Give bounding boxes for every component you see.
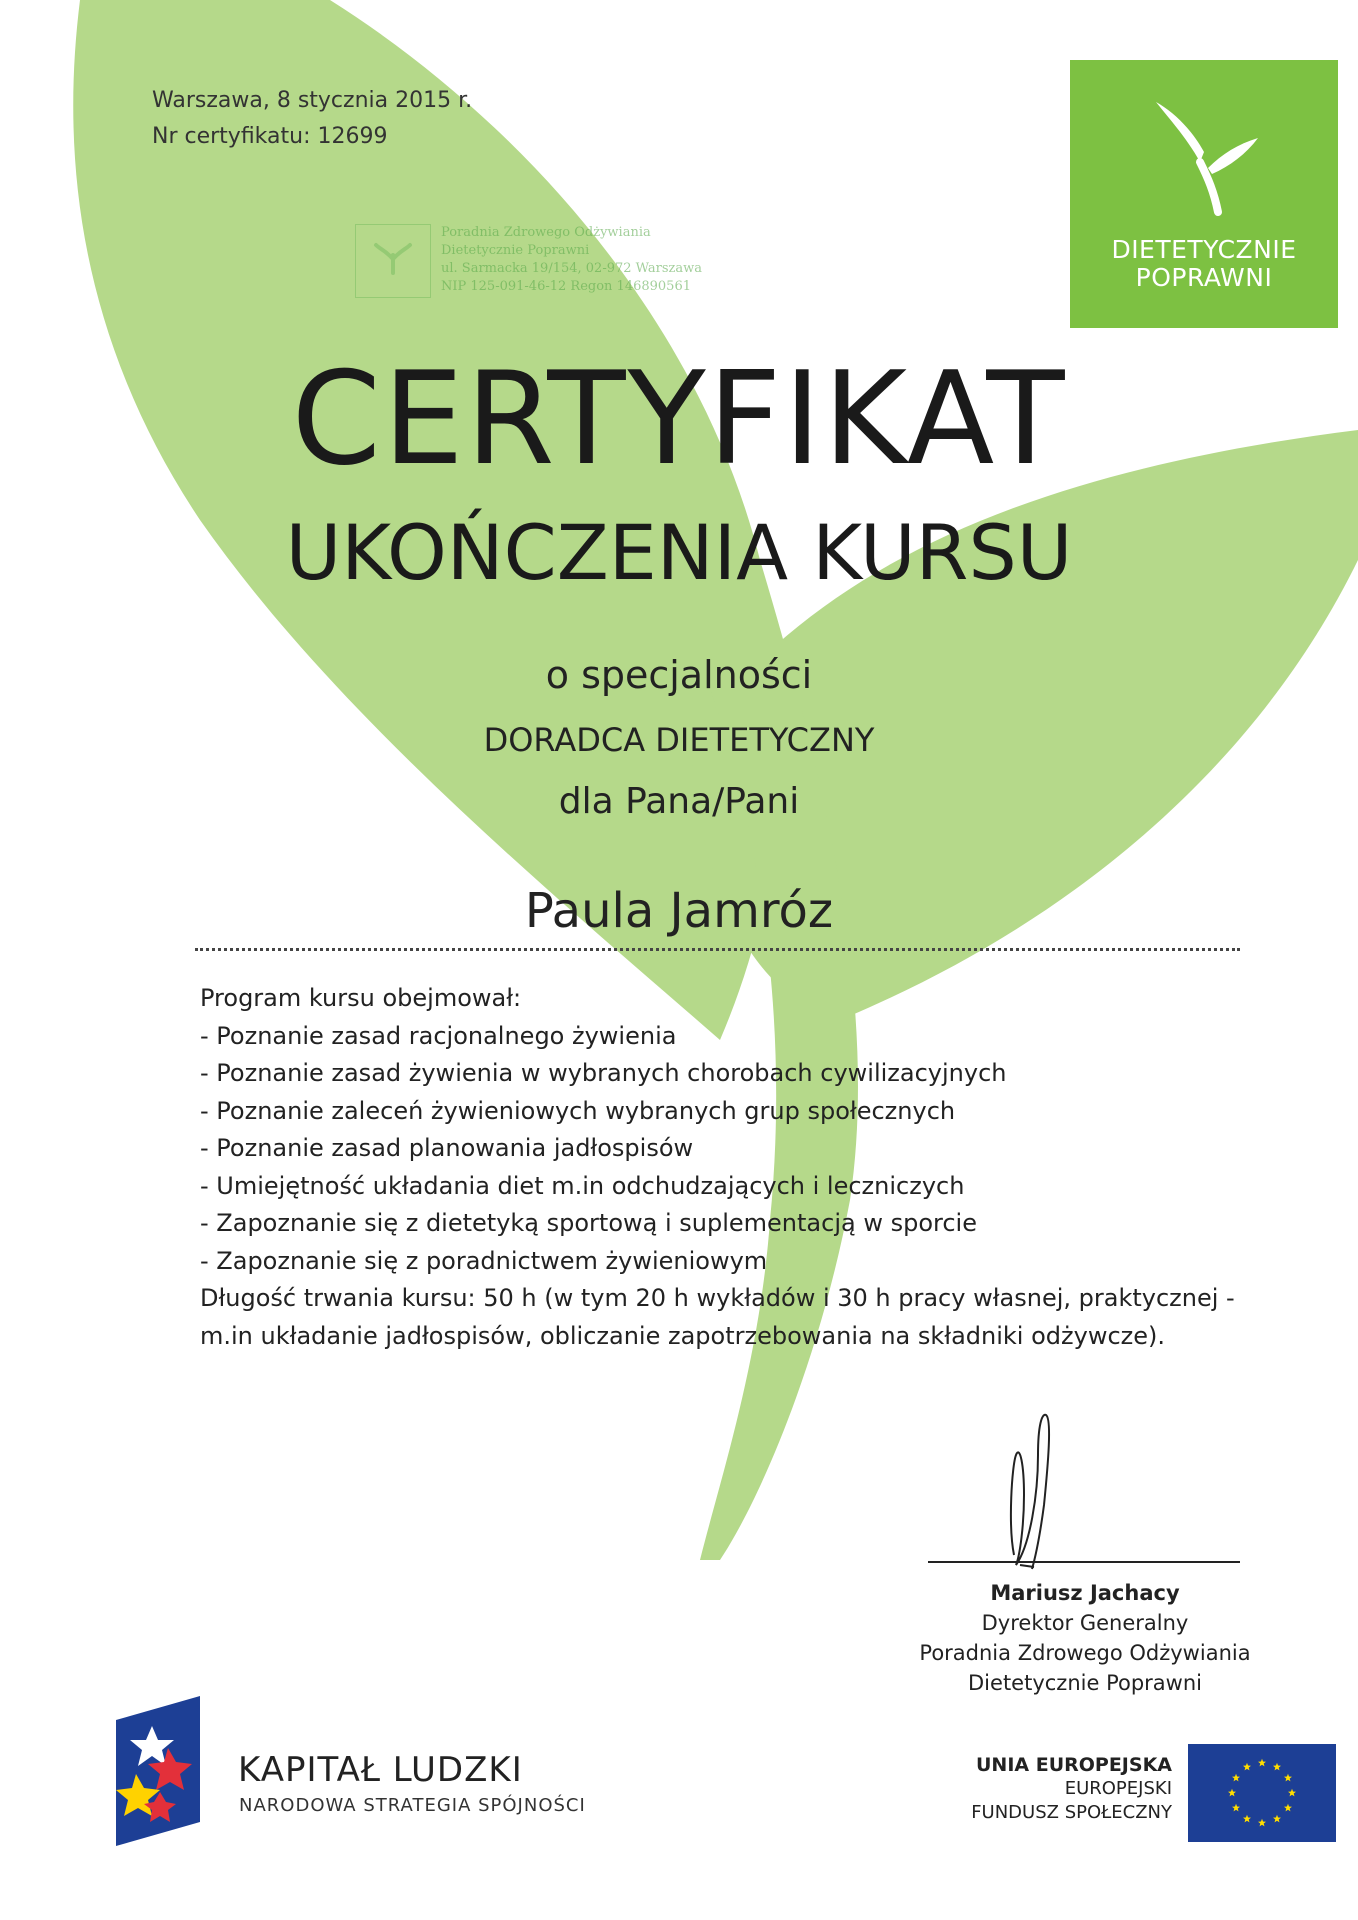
kapital-ludzki-subtitle: NARODOWA STRATEGIA SPÓJNOŚCI [239, 1795, 586, 1816]
certificate-title: CERTYFIKAT [291, 345, 1067, 494]
program-item: - Zapoznanie się z poradnictwem żywieniowym [200, 1246, 768, 1275]
program-item: - Poznanie zasad planowania jadłospisów [200, 1134, 694, 1162]
eu-fund-line: FUNDUSZ SPOŁECZNY [971, 1802, 1172, 1823]
program-item: - Zapoznanie się z dietetyką sportową i suplementacją w sporcie [200, 1209, 977, 1237]
stamp-line: Dietetycznie Poprawni [441, 243, 590, 258]
stamp-line: Poradnia Zdrowego Odżywiania [441, 225, 651, 240]
program-item: - Umiejętność układania diet m.in odchudzających i leczniczych [200, 1171, 965, 1200]
sprout-icon [356, 225, 430, 297]
signer-org: Dietetycznie Poprawni [968, 1671, 1202, 1695]
eu-fund-line: EUROPEJSKI [1064, 1778, 1172, 1799]
kapital-ludzki-emblem [116, 1696, 200, 1846]
signature-line [928, 1561, 1240, 1563]
eu-flag [1188, 1744, 1336, 1842]
signer-org: Poradnia Zdrowego Odżywiania [919, 1641, 1251, 1665]
dietetycznie-poprawni-logo [1070, 60, 1338, 328]
certificate-number: Nr certyfikatu: 12699 [152, 124, 388, 149]
logo-line-1: DIETETYCZNIE [1111, 235, 1297, 264]
sprout-logo-icon [1134, 82, 1274, 222]
stamp-line: NIP 125-091-46-12 Regon 146890561 [441, 279, 691, 294]
signer-name: Mariusz Jachacy [990, 1581, 1180, 1605]
program-item: - Poznanie zasad racjonalnego żywienia [200, 1021, 677, 1050]
program-heading: Program kursu obejmował: [200, 984, 522, 1012]
place-date: Warszawa, 8 stycznia 2015 r. [152, 88, 473, 113]
company-stamp [355, 224, 755, 316]
eu-title: UNIA EUROPEJSKA [976, 1754, 1172, 1776]
program-item: - Poznanie zasad żywienia w wybranych chorobach cywilizacyjnych [200, 1059, 1007, 1087]
stamp-logo-box [355, 224, 431, 298]
program-section [200, 980, 1280, 1355]
dotted-separator [195, 948, 1240, 951]
signer-block [880, 1578, 1290, 1698]
stamp-line: ul. Sarmacka 19/154, 02-972 Warszawa [441, 261, 703, 276]
certificate-subtitle: UKOŃCZENIA KURSU [285, 508, 1073, 597]
signer-role: Dyrektor Generalny [981, 1611, 1189, 1635]
recipient-name: Paula Jamróz [524, 883, 834, 939]
eu-fund-text [900, 1753, 1172, 1825]
signature-image [920, 1405, 1240, 1575]
kapital-ludzki-title: KAPITAŁ LUDZKI [238, 1750, 523, 1790]
recipient-label: dla Pana/Pani [558, 781, 800, 822]
specialty-intro: o specjalności [545, 653, 813, 697]
logo-line-2: POPRAWNI [1135, 263, 1273, 292]
duration-line: Długość trwania kursu: 50 h (w tym 20 h wykładów i 30 h pracy własnej, praktycznej - [200, 1284, 1235, 1312]
duration-line: m.in układanie jadłospisów, obliczanie zapotrzebowania na składniki odżywcze). [200, 1321, 1166, 1350]
program-item: - Poznanie zaleceń żywieniowych wybranych grup społecznych [200, 1096, 956, 1125]
specialty-name: DORADCA DIETETYCZNY [483, 721, 875, 759]
